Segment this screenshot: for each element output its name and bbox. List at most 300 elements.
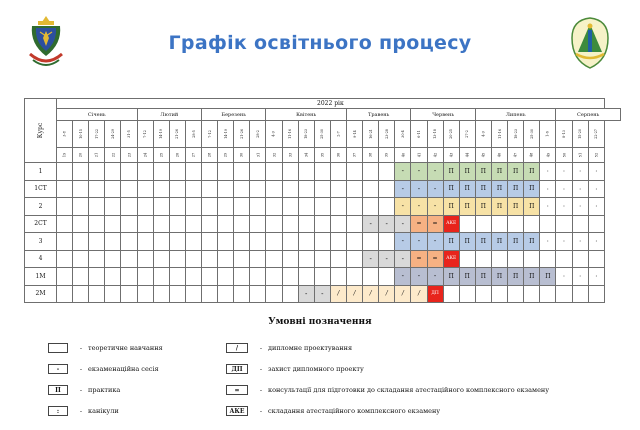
schedule-cell: = [427, 215, 443, 233]
legend-text: канікули [88, 407, 119, 415]
schedule-cell [169, 198, 185, 216]
schedule-cell [218, 198, 234, 216]
schedule-cell [57, 215, 73, 233]
schedule-cell [137, 268, 153, 286]
week-range [105, 121, 121, 148]
schedule-cell [524, 250, 540, 268]
schedule-cell: / [395, 285, 411, 303]
table-row [25, 285, 621, 303]
schedule-cell [89, 163, 105, 181]
legend-dash: - [259, 344, 263, 352]
schedule-cell: П [508, 163, 524, 181]
legend-title: Умовні позначення [268, 317, 372, 327]
schedule-cell [185, 285, 201, 303]
week-number-label: 42 [433, 152, 438, 158]
schedule-cell [121, 180, 137, 198]
schedule-cell [218, 215, 234, 233]
legend-dash: - [79, 386, 83, 394]
legend-item [226, 406, 440, 416]
schedule-cell: П [475, 163, 491, 181]
week-range [459, 121, 475, 148]
schedule-cell: АКЕ [443, 215, 459, 233]
month-header: Березень [201, 109, 265, 121]
schedule-cell: П [540, 268, 556, 286]
week-range [540, 121, 556, 148]
week-range [314, 121, 330, 148]
schedule-cell: : [540, 198, 556, 216]
week-range [395, 121, 411, 148]
schedule-cell: / [411, 285, 427, 303]
week-number [346, 148, 362, 163]
schedule-cell [201, 250, 217, 268]
week-range [266, 121, 282, 148]
week-range [185, 121, 201, 148]
week-range-label: 15-20 [578, 129, 583, 139]
week-number [524, 148, 540, 163]
schedule-cell [137, 285, 153, 303]
table-row [25, 198, 621, 216]
month-header: Квітень [266, 109, 347, 121]
week-number [443, 148, 459, 163]
month-header: Червень [411, 109, 475, 121]
schedule-cell [73, 198, 89, 216]
week-range-label: 28-5 [191, 130, 196, 138]
schedule-cell [57, 268, 73, 286]
schedule-cell [330, 180, 346, 198]
schedule-cell: П [443, 233, 459, 251]
schedule-cell [89, 233, 105, 251]
schedule-cell [201, 285, 217, 303]
schedule-cell: - [411, 198, 427, 216]
schedule-cell [153, 250, 169, 268]
week-range-label: 11-16 [497, 129, 502, 139]
schedule-cell [89, 215, 105, 233]
course-cell: 2 [25, 198, 57, 216]
table-row [25, 180, 621, 198]
schedule-cell [121, 285, 137, 303]
week-number-label: 47 [513, 152, 518, 158]
schedule-cell [266, 215, 282, 233]
legend-symbol-box: = [226, 385, 248, 395]
week-range-label: 2-7 [336, 131, 341, 137]
schedule-table [24, 98, 621, 303]
schedule-cell [201, 268, 217, 286]
schedule-cell: / [363, 285, 379, 303]
schedule-cell [169, 180, 185, 198]
schedule-cell [346, 180, 362, 198]
schedule-cell [346, 268, 362, 286]
week-range [330, 121, 346, 148]
month-header: Липень [475, 109, 556, 121]
schedule-cell [185, 198, 201, 216]
week-number [121, 148, 137, 163]
week-number-label: 34 [304, 152, 309, 158]
week-range [443, 121, 459, 148]
week-number-label: 48 [529, 152, 534, 158]
week-range [491, 121, 507, 148]
schedule-cell: П [475, 233, 491, 251]
table-row [25, 215, 621, 233]
schedule-cell [218, 250, 234, 268]
schedule-cell [169, 163, 185, 181]
schedule-cell [105, 180, 121, 198]
kurs-label: Курс [37, 122, 44, 139]
legend-dash: - [79, 344, 83, 352]
week-range-label: 20-25 [449, 129, 454, 139]
schedule-cell [218, 285, 234, 303]
week-range [556, 121, 572, 148]
schedule-cell [524, 215, 540, 233]
schedule-cell [491, 250, 507, 268]
schedule-cell: : [588, 180, 604, 198]
schedule-cell [282, 250, 298, 268]
schedule-cell [588, 250, 604, 268]
schedule-cell [540, 285, 556, 303]
schedule-cell: П [459, 163, 475, 181]
schedule-cell: - [411, 233, 427, 251]
schedule-cell [105, 250, 121, 268]
schedule-cell: - [395, 215, 411, 233]
week-number-label: 52 [594, 152, 599, 158]
schedule-cell [153, 285, 169, 303]
week-range [73, 121, 89, 148]
schedule-cell [201, 180, 217, 198]
schedule-cell [137, 215, 153, 233]
table-row [25, 163, 621, 181]
page-title: Графік освітнього процесу [168, 32, 472, 54]
schedule-cell [266, 268, 282, 286]
schedule-cell: П [491, 163, 507, 181]
schedule-cell [379, 180, 395, 198]
week-range-label: 14-19 [223, 129, 228, 139]
schedule-cell [330, 198, 346, 216]
schedule-cell [201, 233, 217, 251]
schedule-cell: П [491, 198, 507, 216]
schedule-cell [89, 285, 105, 303]
legend-symbol-box [48, 343, 68, 353]
schedule-cell: - [395, 250, 411, 268]
week-range-label: 7-12 [207, 130, 212, 138]
schedule-cell [185, 180, 201, 198]
week-number-label: 25 [159, 152, 164, 158]
schedule-cell [169, 285, 185, 303]
schedule-cell: П [459, 233, 475, 251]
week-range [588, 121, 604, 148]
week-number [475, 148, 491, 163]
week-range-label: 22-27 [594, 129, 599, 139]
month-header: Серпень [556, 109, 621, 121]
legend-symbol-box: П [48, 385, 68, 395]
schedule-cell [508, 250, 524, 268]
schedule-cell [234, 215, 250, 233]
schedule-cell [137, 198, 153, 216]
month-header: Травень [346, 109, 410, 121]
schedule-cell [153, 198, 169, 216]
schedule-cell: - [314, 285, 330, 303]
schedule-cell [137, 250, 153, 268]
week-range-label: 30-4 [400, 130, 405, 138]
schedule-cell: : [540, 233, 556, 251]
legend-symbol-box: / [226, 343, 248, 353]
schedule-cell: П [443, 180, 459, 198]
schedule-cell [556, 250, 572, 268]
schedule-cell [298, 198, 314, 216]
schedule-cell: П [508, 233, 524, 251]
schedule-cell [105, 233, 121, 251]
kurs-header [25, 99, 57, 163]
schedule-cell: : [556, 233, 572, 251]
week-range [218, 121, 234, 148]
week-number [491, 148, 507, 163]
schedule-cell [57, 180, 73, 198]
schedule-cell [89, 198, 105, 216]
week-range-label: 6-11 [416, 130, 421, 138]
week-range [234, 121, 250, 148]
week-range [524, 121, 540, 148]
schedule-cell: : [572, 233, 588, 251]
week-range [137, 121, 153, 148]
week-number-label: 32 [271, 152, 276, 158]
schedule-cell [346, 215, 362, 233]
table-row [25, 268, 621, 286]
week-range [169, 121, 185, 148]
course-cell: 2СТ [25, 215, 57, 233]
schedule-cell: - [411, 180, 427, 198]
legend-symbol-box: АКЕ [226, 406, 248, 416]
week-number [234, 148, 250, 163]
schedule-cell [121, 215, 137, 233]
schedule-cell: - [411, 268, 427, 286]
week-range-label: 27-2 [465, 130, 470, 138]
schedule-cell [282, 233, 298, 251]
week-number-label: 38 [368, 152, 373, 158]
schedule-cell [185, 163, 201, 181]
schedule-cell [169, 215, 185, 233]
schedule-cell [379, 233, 395, 251]
schedule-cell: : [588, 198, 604, 216]
week-range-label: 14-19 [159, 129, 164, 139]
week-number [508, 148, 524, 163]
schedule-cell [201, 163, 217, 181]
course-cell: 1 [25, 163, 57, 181]
schedule-cell [491, 285, 507, 303]
week-number [556, 148, 572, 163]
week-number-label: 40 [400, 152, 405, 158]
schedule-cell [556, 215, 572, 233]
schedule-cell: : [572, 268, 588, 286]
legend-dash: - [259, 407, 263, 415]
week-number-label: 28 [207, 152, 212, 158]
schedule-cell [314, 215, 330, 233]
schedule-cell [540, 215, 556, 233]
week-range [427, 121, 443, 148]
legend-item [226, 385, 549, 395]
schedule-cell [572, 250, 588, 268]
week-number [89, 148, 105, 163]
schedule-cell: : [572, 163, 588, 181]
schedule-cell [234, 250, 250, 268]
year-header: 2022 рік [57, 99, 605, 109]
course-cell: 1СТ [25, 180, 57, 198]
schedule-cell: АКЕ [443, 250, 459, 268]
schedule-cell: - [395, 233, 411, 251]
schedule-cell: : [556, 198, 572, 216]
schedule-cell [363, 233, 379, 251]
schedule-cell [73, 285, 89, 303]
table-row [25, 233, 621, 251]
week-number [395, 148, 411, 163]
schedule-cell [540, 250, 556, 268]
schedule-cell: - [379, 250, 395, 268]
schedule-cell: / [330, 285, 346, 303]
week-range-label: 24-29 [110, 129, 115, 139]
schedule-cell: : [588, 268, 604, 286]
schedule-cell [298, 180, 314, 198]
schedule-cell [250, 198, 266, 216]
schedule-cell [314, 198, 330, 216]
week-number [137, 148, 153, 163]
schedule-cell [266, 163, 282, 181]
week-number [266, 148, 282, 163]
schedule-cell: П [508, 180, 524, 198]
schedule-cell [185, 215, 201, 233]
week-range-label: 1-6 [545, 131, 550, 137]
month-header: Січень [57, 109, 138, 121]
week-number-label: 41 [416, 152, 421, 158]
course-cell: 1М [25, 268, 57, 286]
schedule-cell: : [556, 180, 572, 198]
schedule-cell: П [508, 268, 524, 286]
week-number [459, 148, 475, 163]
schedule-cell: - [395, 180, 411, 198]
legend-text: практика [88, 386, 121, 394]
legend-dash: - [259, 365, 263, 373]
week-number [314, 148, 330, 163]
schedule-cell [330, 250, 346, 268]
week-range-label: 4-9 [481, 131, 486, 137]
week-number-label: 37 [352, 152, 357, 158]
week-number [330, 148, 346, 163]
week-range [346, 121, 362, 148]
schedule-cell [57, 163, 73, 181]
schedule-cell [363, 268, 379, 286]
week-range-label: 10-15 [78, 129, 83, 139]
week-range [411, 121, 427, 148]
schedule-cell: - [363, 215, 379, 233]
legend-text: складання атестаційного комплексного екзамену [268, 407, 441, 415]
week-number-label: 23 [126, 152, 131, 158]
schedule-cell: - [427, 198, 443, 216]
week-number [298, 148, 314, 163]
legend-dash: - [259, 386, 263, 394]
week-range-label: 11-16 [288, 129, 293, 139]
schedule-cell: П [443, 198, 459, 216]
schedule-cell: П [475, 180, 491, 198]
schedule-cell [475, 215, 491, 233]
schedule-cell: - [427, 163, 443, 181]
week-number [153, 148, 169, 163]
week-range-label: 21-26 [239, 129, 244, 139]
schedule-cell [572, 215, 588, 233]
week-range-label: 31-5 [126, 130, 131, 138]
week-number-label: 21 [94, 152, 99, 158]
schedule-cell [137, 233, 153, 251]
schedule-cell: П [475, 268, 491, 286]
schedule-cell [379, 198, 395, 216]
schedule-cell [588, 285, 604, 303]
week-range [201, 121, 217, 148]
schedule-cell [266, 180, 282, 198]
week-number-label: 24 [143, 152, 148, 158]
schedule-cell [218, 163, 234, 181]
table-row [25, 250, 621, 268]
week-range [572, 121, 588, 148]
schedule-cell: П [524, 233, 540, 251]
schedule-cell [201, 198, 217, 216]
schedule-cell: : [588, 163, 604, 181]
schedule-cell [282, 215, 298, 233]
schedule-cell [314, 163, 330, 181]
schedule-cell [250, 268, 266, 286]
schedule-cell [234, 268, 250, 286]
schedule-cell [89, 180, 105, 198]
week-range [121, 121, 137, 148]
week-number [169, 148, 185, 163]
week-number-label: 36 [336, 152, 341, 158]
schedule-cell [459, 215, 475, 233]
week-number-label: 51 [578, 152, 583, 158]
schedule-cell: = [411, 250, 427, 268]
week-number [427, 148, 443, 163]
schedule-cell [330, 163, 346, 181]
legend-item [226, 364, 364, 374]
schedule-cell [475, 285, 491, 303]
schedule-cell [266, 198, 282, 216]
schedule-cell [121, 250, 137, 268]
schedule-cell [57, 285, 73, 303]
week-range [475, 121, 491, 148]
week-range-label: 9-14 [352, 130, 357, 138]
schedule-cell [443, 285, 459, 303]
schedule-cell [234, 180, 250, 198]
week-number [201, 148, 217, 163]
schedule-cell [169, 233, 185, 251]
week-number [363, 148, 379, 163]
schedule-cell [266, 285, 282, 303]
schedule-cell [459, 285, 475, 303]
schedule-cell [105, 285, 121, 303]
legend-dash: - [79, 407, 83, 415]
legend-text: консультації для підготовки до складання атестаційного комплексного екзамену [268, 386, 550, 394]
week-range-label: 18-23 [513, 129, 518, 139]
schedule-cell: - [379, 215, 395, 233]
schedule-cell [282, 285, 298, 303]
schedule-cell [379, 163, 395, 181]
schedule-cell [250, 215, 266, 233]
week-number-label: 22 [110, 152, 115, 158]
schedule-cell [314, 268, 330, 286]
schedule-cell [330, 215, 346, 233]
schedule-cell [298, 163, 314, 181]
week-range [363, 121, 379, 148]
schedule-cell [524, 285, 540, 303]
schedule-cell [250, 250, 266, 268]
legend-text: захист дипломного проекту [268, 365, 364, 373]
week-number-label: 50 [561, 152, 566, 158]
week-number-label: 43 [449, 152, 454, 158]
schedule-cell [105, 215, 121, 233]
schedule-cell [330, 268, 346, 286]
